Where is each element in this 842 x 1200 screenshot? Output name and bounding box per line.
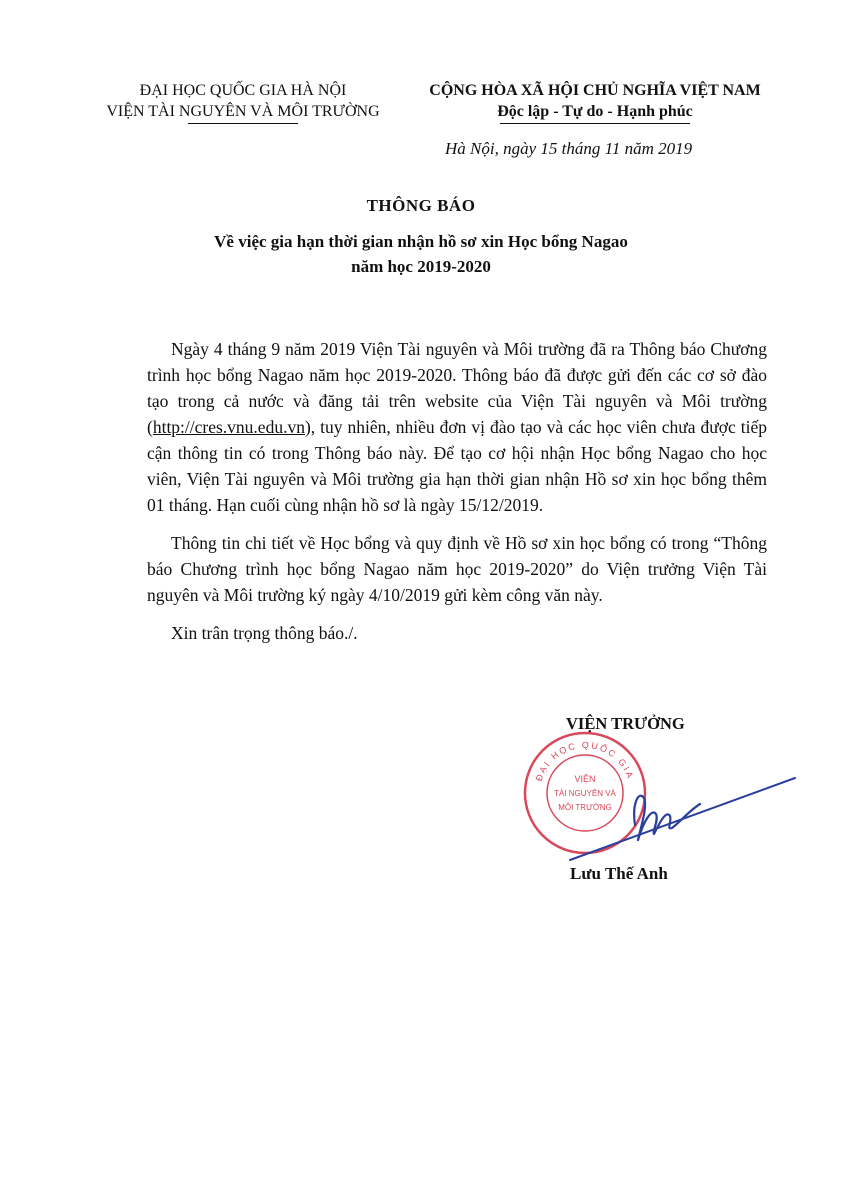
agency-underline (188, 123, 298, 124)
body-paragraph-3: Xin trân trọng thông báo./. (171, 623, 358, 643)
motto-underline (500, 123, 690, 124)
stamp-line-3: MÔI TRƯỜNG (558, 803, 612, 812)
stamp-outer-text: ĐẠI HỌC QUỐC GIA (533, 739, 636, 783)
document-title: THÔNG BÁO (366, 196, 476, 215)
stamp-line-2: TÀI NGUYÊN VÀ (554, 789, 616, 798)
stamp-line-1: VIỆN (574, 774, 596, 784)
paragraph-1-text-a: Ngày 4 tháng 9 năm 2019 Viện Tài nguyên và Môi trường đã ra Thông báo Chương trình học bổng Nagao năm học 2019-2020. Thông báo đã được gửi đến các cơ sở đào tạo trong cả nước và đăng tải trên website của Viện Tài nguyên và Môi trường ( (147, 339, 767, 437)
body-paragraph-2: Thông tin chi tiết về Học bổng và quy định về Hồ sơ xin học bổng có trong “Thông báo Chương trình học bổng Nagao năm học 2019-2020” do Viện trưởng Viện Tài nguyên và Môi trường ký ngày 4/10/2019 gửi kèm công văn này. (147, 533, 767, 605)
body-paragraph-1 (147, 336, 767, 518)
date-line: Hà Nội, ngày 15 tháng 11 năm 2019 (445, 139, 693, 158)
national-motto-header (410, 80, 780, 124)
website-link[interactable]: http://cres.vnu.edu.vn (152, 417, 305, 437)
paragraph-1-text-b: ), tuy nhiên, nhiều đơn vị đào tạo và các học viên chưa được tiếp cận thông tin có trong Thông báo này. Để tạo cơ hội nhận Học bổng Nagao cho học viên, Viện Tài nguyên và Môi trường gia hạn thời gian nhận Hồ sơ xin học bổng thêm 01 tháng. Hạn cuối cùng nhận hồ sơ là ngày 15/12/2019. (147, 417, 767, 515)
subtitle-line-2: năm học 2019-2020 (351, 257, 491, 276)
country-name: CỘNG HÒA XÃ HỘI CHỦ NGHĨA VIỆT NAM (429, 82, 761, 99)
signatory-name: Lưu Thế Anh (570, 864, 668, 883)
signatory-title: VIỆN TRƯỞNG (566, 714, 685, 733)
subtitle-line-1: Về việc gia hạn thời gian nhận hồ sơ xin Học bổng Nagao (214, 232, 628, 251)
national-motto: Độc lập - Tự do - Hạnh phúc (497, 103, 693, 120)
issuing-agency-header (78, 80, 408, 124)
document-subtitle (0, 229, 842, 279)
agency-name: VIỆN TÀI NGUYÊN VÀ MÔI TRƯỜNG (106, 103, 380, 120)
document-body (147, 336, 767, 658)
agency-parent-name: ĐẠI HỌC QUỐC GIA HÀ NỘI (139, 82, 347, 99)
handwritten-signature-icon (540, 770, 800, 870)
